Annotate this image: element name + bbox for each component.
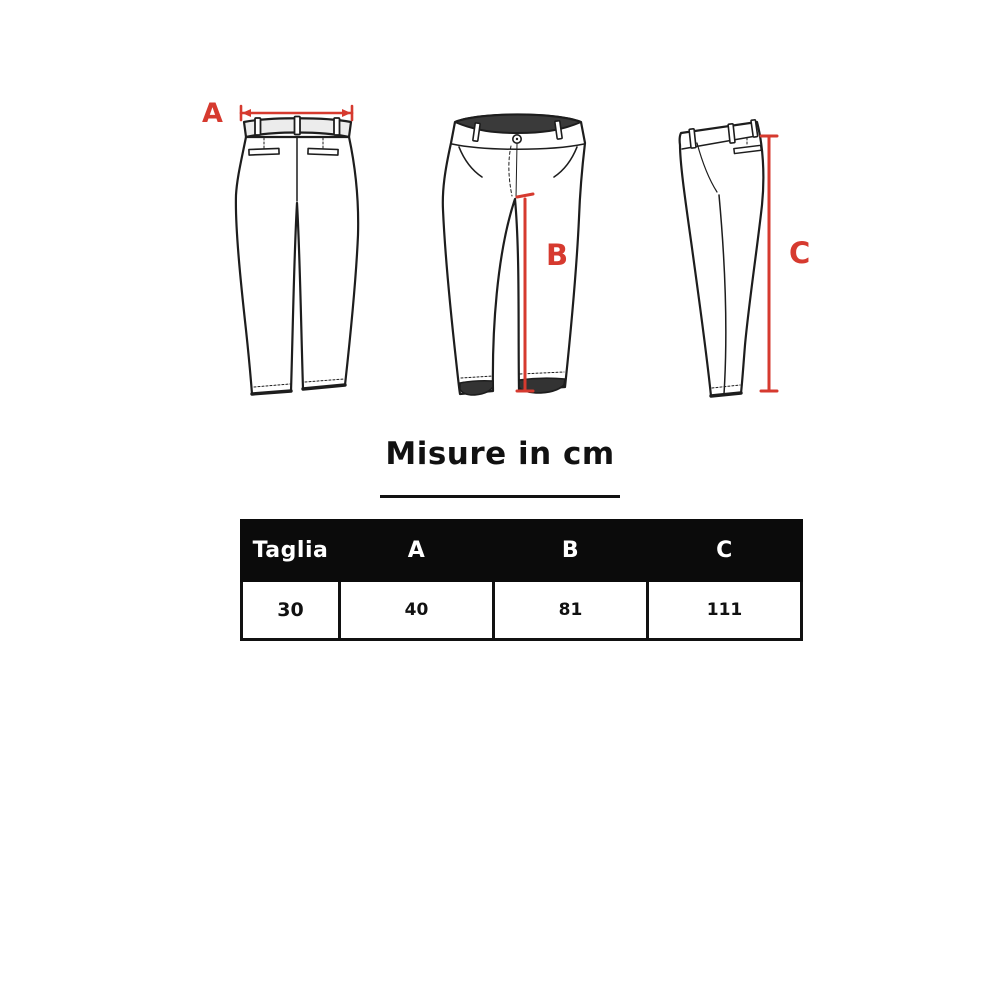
header-a: A [340,521,494,581]
cell-taglia-value: 30 [242,581,340,640]
title-underline [380,495,620,498]
pants-side-view-drawing [680,120,764,396]
belt-loop-icon [295,117,301,135]
belt-loop-icon [728,124,735,143]
belt-loop-icon [334,118,340,135]
header-c: C [648,521,802,581]
header-taglia: Taglia [242,521,340,581]
cell-c-value: 111 [648,581,802,640]
belt-loop-icon [255,118,261,135]
pants-illustration [0,0,1000,430]
header-b: B [494,521,648,581]
waist-button-icon [516,138,518,140]
measure-label-c: C [789,236,811,270]
measure-label-a: A [202,98,223,129]
page-title: Misure in cm [385,436,615,472]
pants-back-view-drawing [236,117,358,395]
size-table [240,519,803,641]
measure-label-b: B [546,238,569,272]
side-view-body [680,122,764,396]
size-table-header-row [242,521,802,581]
cell-b-value: 81 [494,581,648,640]
belt-loop-icon [689,129,696,148]
size-table-row [242,581,802,640]
back-pocket-welt [249,148,279,155]
back-pocket-welt [308,148,338,155]
cell-a-value: 40 [340,581,494,640]
front-hem-dark [460,381,493,395]
